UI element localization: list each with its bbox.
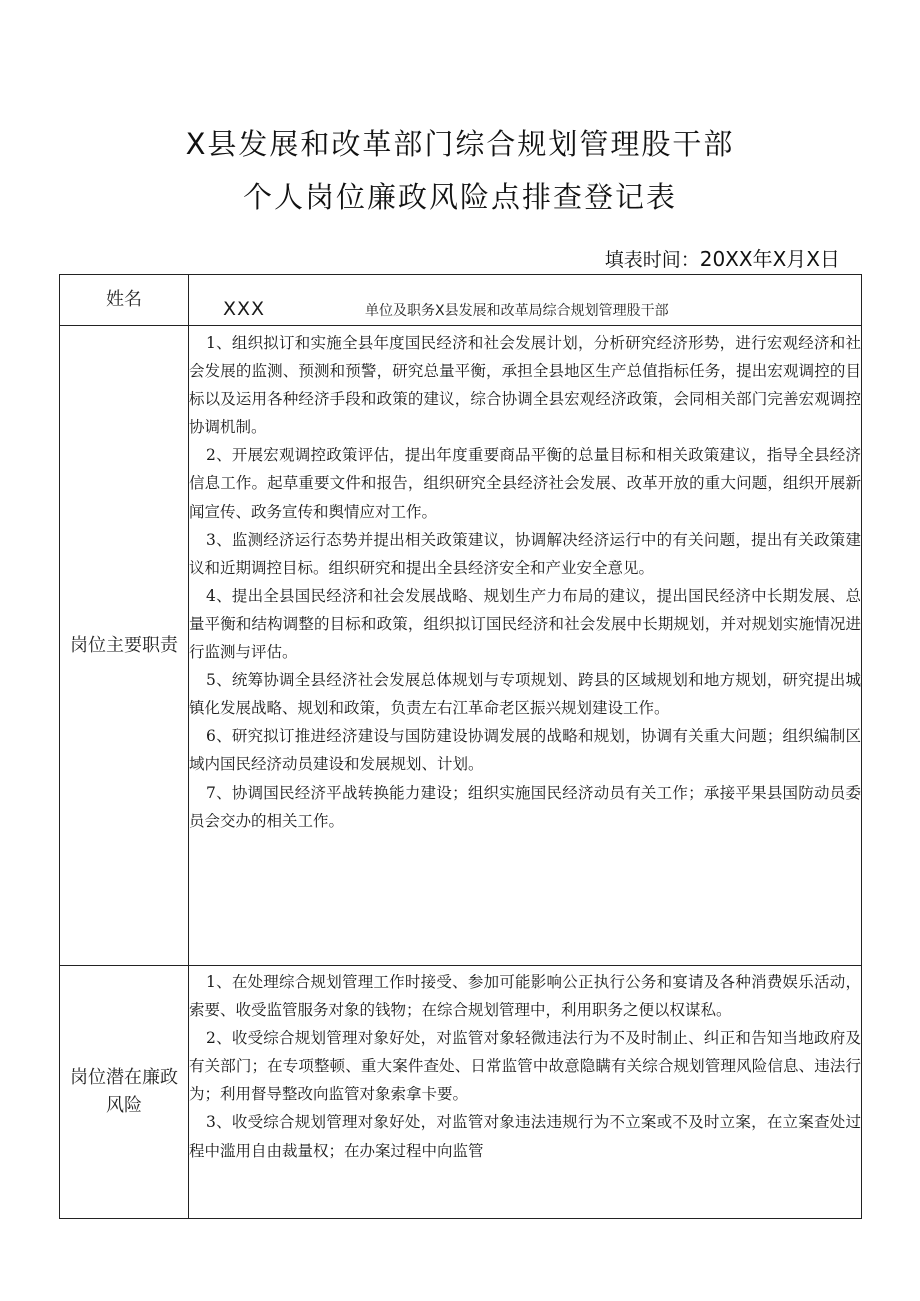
risks-label (60, 966, 189, 1219)
page-title-line2: 个人岗位廉政风险点排查登记表 (242, 180, 677, 214)
unit-label: 单位及职务 (365, 303, 435, 319)
duty-item: 6、研究拟订推进经济建设与国防建设协调发展的战略和规划，协调有关重大问题；组织编制区域内国民经济动员建设和发展规划、计划。 (189, 727, 861, 774)
page-title-line1: X县发展和改革部门综合规划管理股干部 (185, 127, 735, 161)
duty-item: 3、监测经济运行态势并提出相关政策建议，协调解决经济运行中的有关问题，提出有关政策建议和近期调控目标。组织研究和提出全县经济安全和产业安全意见。 (189, 530, 861, 577)
fill-date-value: 20XX年X月X日 (699, 247, 840, 271)
duty-item: 7、协调国民经济平战转换能力建设；组织实施国民经济动员有关工作；承接平果县国防动员委员会交办的相关工作。 (189, 783, 861, 830)
name-label-text: 姓名 (106, 289, 142, 310)
risk-item: 3、收受综合规划管理对象好处，对监管对象违法违规行为不立案或不及时立案，在立案查处过程中滥用自由裁量权；在办案过程中向监管 (189, 1113, 861, 1160)
duties-content (189, 326, 862, 966)
risk-item: 2、收受综合规划管理对象好处，对监管对象轻微违法行为不及时制止、纠正和告知当地政府及有关部门；在专项整顿、重大案件查处、日常监管中故意隐瞒有关综合规划管理风险信息、违法行为；利用督导整改向监管对象索拿卡要。 (189, 1029, 861, 1104)
duties-label (60, 326, 189, 966)
risks-row (60, 966, 862, 1219)
fill-date (605, 243, 840, 272)
risks-label-text: 岗位潜在廉政风险 (70, 1067, 178, 1116)
risk-item: 1、在处理综合规划管理工作时接受、参加可能影响公正执行公务和宴请及各种消费娱乐活动，索要、收受监管服务对象的钱物；在综合规划管理中，利用职务之便以权谋私。 (189, 973, 861, 1020)
name-label (60, 275, 189, 326)
duty-item: 2、开展宏观调控政策评估，提出年度重要商品平衡的总量目标和相关政策建议，指导全县经济信息工作。起草重要文件和报告，组织研究全县经济社会发展、改革开放的重大问题，组织开展新闻宣传、政务宣传和舆情应对工作。 (189, 446, 861, 521)
duties-label-text: 岗位主要职责 (70, 634, 178, 656)
name-unit-cell (189, 275, 862, 326)
risks-content (189, 966, 862, 1219)
unit-value: X县发展和改革局综合规划管理股干部 (435, 303, 669, 319)
name-row (60, 275, 862, 326)
duty-item: 4、提出全县国民经济和社会发展战略、规划生产力布局的建议，提出国民经济中长期发展、总量平衡和结构调整的目标和政策，组织拟订国民经济和社会发展中长期规划，并对规划实施情况进行监测与评估。 (189, 586, 861, 662)
name-value: XXX (223, 298, 266, 320)
duties-row (60, 326, 862, 966)
fill-date-label: 填表时间： (604, 249, 700, 271)
duty-item: 5、统筹协调全县经济社会发展总体规划与专项规划、跨县的区域规划和地方规划，研究提出城镇化发展战略、规划和政策，负责左右江革命老区振兴规划建设工作。 (189, 671, 861, 718)
registration-form-table (59, 274, 862, 1219)
duty-item: 1、组织拟订和实施全县年度国民经济和社会发展计划，分析研究经济形势，进行宏观经济和社会发展的监测、预测和预警，研究总量平衡，承担全县地区生产总值指标任务，提出宏观调控的目标以及运用各种经济手段和政策的建议，综合协调全县宏观经济政策，会同相关部门完善宏观调控协调机制。 (189, 334, 861, 437)
